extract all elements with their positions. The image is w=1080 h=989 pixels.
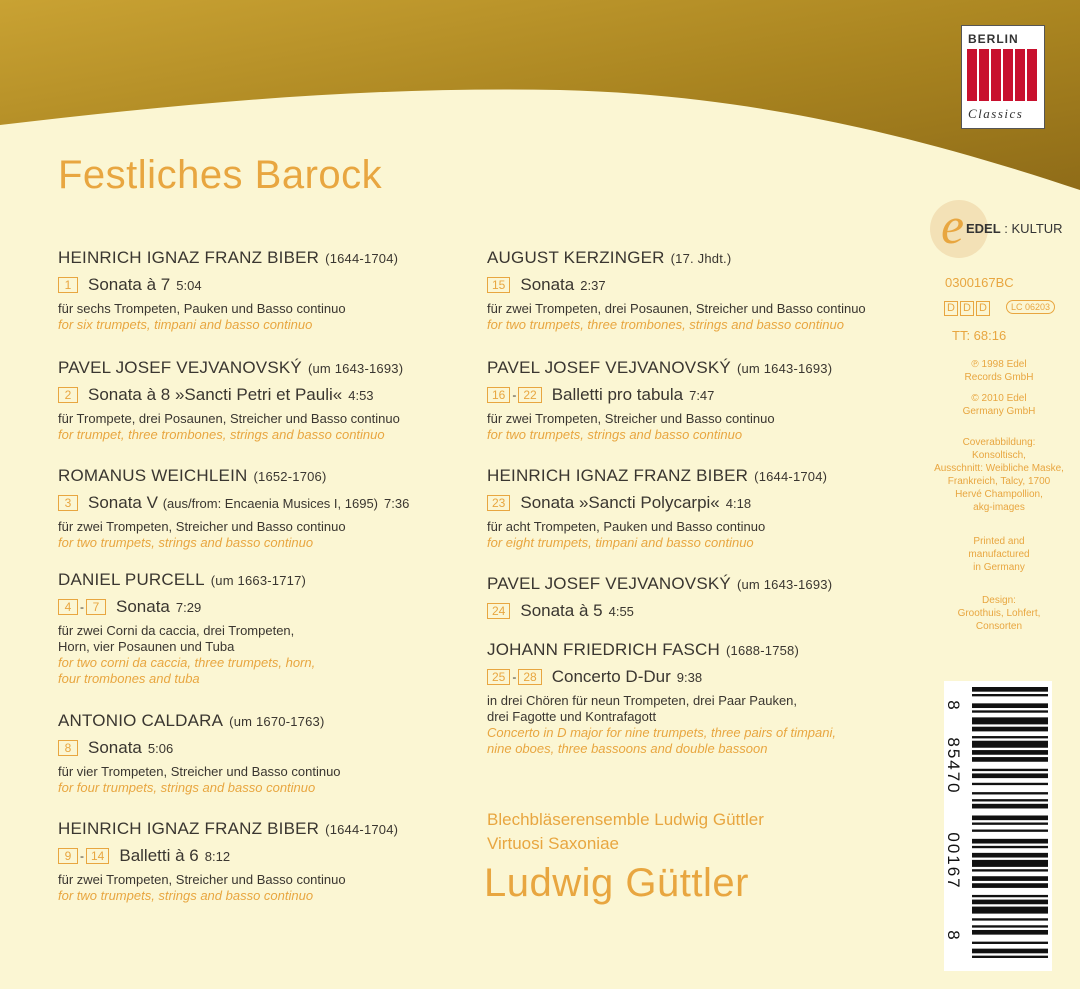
composer bbox=[487, 248, 927, 268]
work-title: Sonata »Sancti Polycarpi« bbox=[520, 493, 720, 512]
composer-dates: (17. Jhdt.) bbox=[670, 251, 732, 266]
barcode-bar bbox=[972, 846, 1048, 848]
work-title: Sonata V (aus/from: Encaenia Musices I, 1695) bbox=[88, 493, 379, 512]
work-line bbox=[487, 601, 927, 621]
work-line bbox=[58, 493, 478, 513]
track-number: 23 bbox=[487, 495, 510, 511]
track-numbers bbox=[58, 277, 78, 293]
track-number: 1 bbox=[58, 277, 78, 293]
composer-name: HEINRICH IGNAZ FRANZ BIBER bbox=[58, 248, 320, 267]
barcode-digit-group: 8 bbox=[944, 930, 963, 942]
track-number: 2 bbox=[58, 387, 78, 403]
ddd-letter: D bbox=[976, 301, 990, 316]
barcode-bar bbox=[972, 930, 1048, 935]
barcode-bar bbox=[972, 741, 1048, 748]
work-duration: 7:36 bbox=[384, 495, 410, 511]
composer bbox=[58, 819, 478, 839]
label-code-badge: LC 06203 bbox=[1006, 300, 1055, 314]
work-title: Balletti à 6 bbox=[119, 846, 199, 865]
barcode-bar bbox=[972, 942, 1048, 944]
composer-dates: (1644-1704) bbox=[325, 251, 399, 266]
barcode-bar bbox=[972, 773, 1048, 778]
work-line bbox=[487, 275, 927, 295]
composer bbox=[487, 574, 927, 594]
edel-brand: EDEL bbox=[966, 221, 1001, 236]
barcode-bar bbox=[972, 830, 1048, 832]
track-number: 15 bbox=[487, 277, 510, 293]
barcode-bar bbox=[972, 907, 1048, 914]
barcode-bar bbox=[972, 757, 1048, 762]
copyright: © 2010 Edel Germany GmbH bbox=[962, 393, 1036, 417]
track-number: 8 bbox=[58, 740, 78, 756]
printed-info: Printed and manufactured in Germany bbox=[968, 536, 1030, 573]
ddd-letter: D bbox=[960, 301, 974, 316]
track-number: 28 bbox=[518, 669, 541, 685]
track-entry bbox=[58, 819, 478, 904]
work-title: Concerto D-Dur bbox=[551, 667, 671, 686]
work-duration: 5:06 bbox=[147, 740, 174, 756]
barcode-bar bbox=[972, 853, 1048, 858]
track-number: 25 bbox=[487, 669, 510, 685]
work-duration: 9:38 bbox=[676, 669, 703, 685]
work-title: Sonata à 8 »Sancti Petri et Pauli« bbox=[88, 385, 343, 404]
instrumentation-de: für zwei Trompeten, Streicher und Basso continuo bbox=[58, 519, 346, 534]
logo-berlin-text: BERLIN bbox=[968, 32, 1019, 46]
composer-dates: (1644-1704) bbox=[325, 822, 399, 837]
barcode-bar bbox=[972, 727, 1048, 732]
track-numbers bbox=[58, 495, 78, 511]
composer-dates: (um 1643-1693) bbox=[307, 361, 404, 376]
track-entry bbox=[58, 570, 478, 687]
work-title: Sonata bbox=[520, 275, 575, 294]
barcode-bar bbox=[972, 895, 1048, 897]
performers bbox=[487, 808, 764, 856]
instrumentation-en: for two trumpets, strings and basso continuo bbox=[487, 427, 743, 442]
track-entry bbox=[487, 574, 927, 621]
track-numbers bbox=[58, 599, 106, 615]
composer-name: HEINRICH IGNAZ FRANZ BIBER bbox=[487, 466, 749, 485]
work-duration: 2:37 bbox=[580, 277, 606, 293]
barcode-bar bbox=[972, 918, 1048, 920]
track-entry bbox=[58, 358, 478, 443]
instrumentation-en: for two trumpets, strings and basso continuo bbox=[58, 535, 314, 550]
barcode-bar bbox=[972, 883, 1048, 888]
composer bbox=[58, 248, 478, 268]
track-number: 22 bbox=[518, 387, 541, 403]
work-line bbox=[58, 597, 478, 617]
track-entry bbox=[487, 466, 927, 551]
instrumentation-de: für Trompete, drei Posaunen, Streicher und Basso continuo bbox=[58, 411, 400, 426]
work-title: Sonata bbox=[88, 738, 142, 757]
barcode-bar bbox=[972, 869, 1048, 871]
instrumentation-de: für zwei Trompeten, Streicher und Basso continuo bbox=[58, 872, 346, 887]
barcode-bar bbox=[972, 900, 1048, 905]
track-entry bbox=[58, 711, 478, 796]
edel-division: KULTUR bbox=[1011, 221, 1063, 236]
barcode-bar bbox=[972, 925, 1048, 927]
total-time: TT: 68:16 bbox=[952, 328, 1007, 343]
work-line bbox=[58, 846, 478, 866]
composer-name: ANTONIO CALDARA bbox=[58, 711, 224, 730]
composer-name: HEINRICH IGNAZ FRANZ BIBER bbox=[58, 819, 320, 838]
track-number: 9 bbox=[58, 848, 78, 864]
track-number: 16 bbox=[487, 387, 510, 403]
composer-name: AUGUST KERZINGER bbox=[487, 248, 665, 267]
track-numbers bbox=[487, 603, 510, 619]
composer-dates: (um 1643-1693) bbox=[736, 361, 833, 376]
barcode bbox=[944, 681, 1052, 971]
barcode-bar bbox=[972, 717, 1048, 724]
composer-dates: (um 1663-1717) bbox=[210, 573, 307, 588]
track-number: 24 bbox=[487, 603, 510, 619]
instrumentation-en: Concerto in D major for nine trumpets, three pairs of timpani, nine oboes, three bassoons and double bassoon bbox=[487, 725, 836, 756]
cover-credit: Coverabbildung: Konsoltisch, Ausschnitt: Weibliche Maske, Frankreich, Talcy, 1700 Hervé Champollion, akg-images bbox=[934, 437, 1064, 513]
barcode-bar bbox=[972, 783, 1048, 785]
barcode-digit-group: 00167 bbox=[944, 832, 963, 890]
instrumentation-en: for two trumpets, strings and basso continuo bbox=[58, 888, 314, 903]
work-line bbox=[487, 385, 927, 405]
barcode-bar bbox=[972, 876, 1048, 881]
instrumentation-de: für acht Trompeten, Pauken und Basso continuo bbox=[487, 519, 766, 534]
work-duration: 7:29 bbox=[175, 599, 202, 615]
conductor-name: Ludwig Güttler bbox=[484, 861, 749, 905]
composer-name: JOHANN FRIEDRICH FASCH bbox=[487, 640, 720, 659]
track-entry bbox=[58, 248, 478, 333]
track-range-dash: - bbox=[512, 388, 517, 402]
composer-name: PAVEL JOSEF VEJVANOVSKÝ bbox=[487, 574, 731, 593]
composer-dates: (um 1670-1763) bbox=[229, 714, 325, 729]
instrumentation-en: for trumpet, three trombones, strings and basso continuo bbox=[58, 427, 385, 442]
composer-name: PAVEL JOSEF VEJVANOVSKÝ bbox=[58, 358, 302, 377]
instrumentation-de: für vier Trompeten, Streicher und Basso continuo bbox=[58, 764, 341, 779]
work-duration: 4:53 bbox=[348, 387, 374, 403]
composer bbox=[58, 358, 478, 378]
barcode-bar bbox=[972, 769, 1048, 771]
barcode-bar bbox=[972, 799, 1048, 801]
composer-dates: (um 1643-1693) bbox=[736, 577, 833, 592]
work-title: Sonata à 7 bbox=[88, 275, 171, 294]
barcode-bar bbox=[972, 750, 1048, 755]
instrumentation-en: for six trumpets, timpani and basso continuo bbox=[58, 317, 313, 332]
track-number: 4 bbox=[58, 599, 78, 615]
instrumentation-de: für zwei Corni da caccia, drei Trompeten, Horn, vier Posaunen und Tuba bbox=[58, 623, 295, 654]
track-numbers bbox=[487, 669, 542, 685]
logo-classics-text: Classics bbox=[968, 106, 1024, 121]
barcode-digit-group: 85470 bbox=[944, 737, 963, 795]
track-entry bbox=[58, 466, 478, 551]
instrumentation-de: für zwei Trompeten, drei Posaunen, Streicher und Basso continuo bbox=[487, 301, 866, 316]
catalog-number: 0300167BC bbox=[945, 275, 1014, 290]
phonographic-copyright: ℗ 1998 Edel Records GmbH bbox=[964, 359, 1034, 383]
ddd-badge bbox=[944, 301, 990, 316]
instrumentation-en: for two corni da caccia, three trumpets, horn, four trombones and tuba bbox=[58, 655, 316, 686]
composer-dates: (1688-1758) bbox=[725, 643, 800, 658]
barcode-bar bbox=[972, 956, 1048, 958]
instrumentation-de: in drei Chören für neun Trompeten, drei Paar Pauken, drei Fagotte und Kontrafagott bbox=[487, 693, 798, 724]
work-duration: 8:12 bbox=[204, 848, 231, 864]
track-entry bbox=[487, 640, 927, 757]
instrumentation-en: for two trumpets, three trombones, strings and basso continuo bbox=[487, 317, 844, 332]
composer-name: ROMANUS WEICHLEIN bbox=[58, 466, 248, 485]
work-title: Sonata à 5 bbox=[520, 601, 603, 620]
track-number: 7 bbox=[86, 599, 106, 615]
ensemble-1: Blechbläserensemble Ludwig Güttler bbox=[487, 810, 764, 829]
barcode-bar bbox=[972, 822, 1048, 824]
edel-separator: : bbox=[1000, 221, 1012, 236]
work-subtitle: (aus/from: Encaenia Musices I, 1695) bbox=[162, 496, 379, 511]
barcode-bars bbox=[972, 687, 1048, 965]
track-number: 14 bbox=[86, 848, 109, 864]
barcode-bar bbox=[972, 860, 1048, 867]
barcode-bar bbox=[972, 815, 1048, 820]
instrumentation-en: for eight trumpets, timpani and basso continuo bbox=[487, 535, 754, 550]
album-title: Festliches Barock bbox=[58, 153, 383, 197]
composer bbox=[58, 570, 478, 590]
composer bbox=[58, 466, 478, 486]
design-credit: Design: Groothuis, Lohfert, Consorten bbox=[957, 595, 1041, 632]
track-numbers bbox=[487, 495, 510, 511]
barcode-bar bbox=[972, 703, 1048, 708]
barcode-digit-group: 8 bbox=[944, 700, 963, 712]
track-numbers bbox=[58, 387, 78, 403]
barcode-bar bbox=[972, 694, 1048, 696]
barcode-bar bbox=[972, 792, 1048, 794]
track-range-dash: - bbox=[512, 670, 517, 684]
track-numbers bbox=[58, 740, 78, 756]
composer bbox=[487, 358, 927, 378]
track-numbers bbox=[487, 387, 542, 403]
composer-dates: (1644-1704) bbox=[754, 469, 828, 484]
work-duration: 5:04 bbox=[176, 277, 202, 293]
track-range-dash: - bbox=[80, 600, 84, 614]
track-numbers bbox=[487, 277, 510, 293]
work-duration: 7:47 bbox=[689, 387, 715, 403]
composer-dates: (1652-1706) bbox=[253, 469, 327, 484]
work-title: Balletti pro tabula bbox=[551, 385, 684, 404]
track-range-dash: - bbox=[80, 849, 84, 863]
work-title: Sonata bbox=[116, 597, 170, 616]
barcode-bar bbox=[972, 710, 1048, 712]
work-line bbox=[487, 493, 927, 513]
track-number: 3 bbox=[58, 495, 78, 511]
work-duration: 4:18 bbox=[725, 495, 752, 511]
work-line bbox=[487, 667, 927, 687]
piano-keys-icon bbox=[967, 49, 1037, 101]
edel-e-icon: e bbox=[941, 198, 965, 255]
work-duration: 4:55 bbox=[608, 603, 634, 619]
barcode-bar bbox=[972, 839, 1048, 844]
work-line bbox=[58, 275, 478, 295]
work-line bbox=[58, 738, 478, 758]
track-entry bbox=[487, 358, 927, 443]
ddd-letter: D bbox=[944, 301, 958, 316]
instrumentation-en: for four trumpets, strings and basso continuo bbox=[58, 780, 316, 795]
track-numbers bbox=[58, 848, 109, 864]
composer bbox=[487, 640, 927, 660]
ensemble-2: Virtuosi Saxoniae bbox=[487, 834, 619, 853]
track-entry bbox=[487, 248, 927, 333]
barcode-bar bbox=[972, 804, 1048, 809]
composer bbox=[487, 466, 927, 486]
barcode-bar bbox=[972, 687, 1048, 692]
berlin-classics-logo bbox=[961, 25, 1045, 129]
work-line bbox=[58, 385, 478, 405]
barcode-bar bbox=[972, 736, 1048, 738]
composer-name: DANIEL PURCELL bbox=[58, 570, 205, 589]
barcode-digits bbox=[944, 681, 964, 971]
instrumentation-de: für zwei Trompeten, Streicher und Basso continuo bbox=[487, 411, 775, 426]
barcode-bar bbox=[972, 949, 1048, 954]
composer bbox=[58, 711, 478, 731]
instrumentation-de: für sechs Trompeten, Pauken und Basso continuo bbox=[58, 301, 346, 316]
composer-name: PAVEL JOSEF VEJVANOVSKÝ bbox=[487, 358, 731, 377]
